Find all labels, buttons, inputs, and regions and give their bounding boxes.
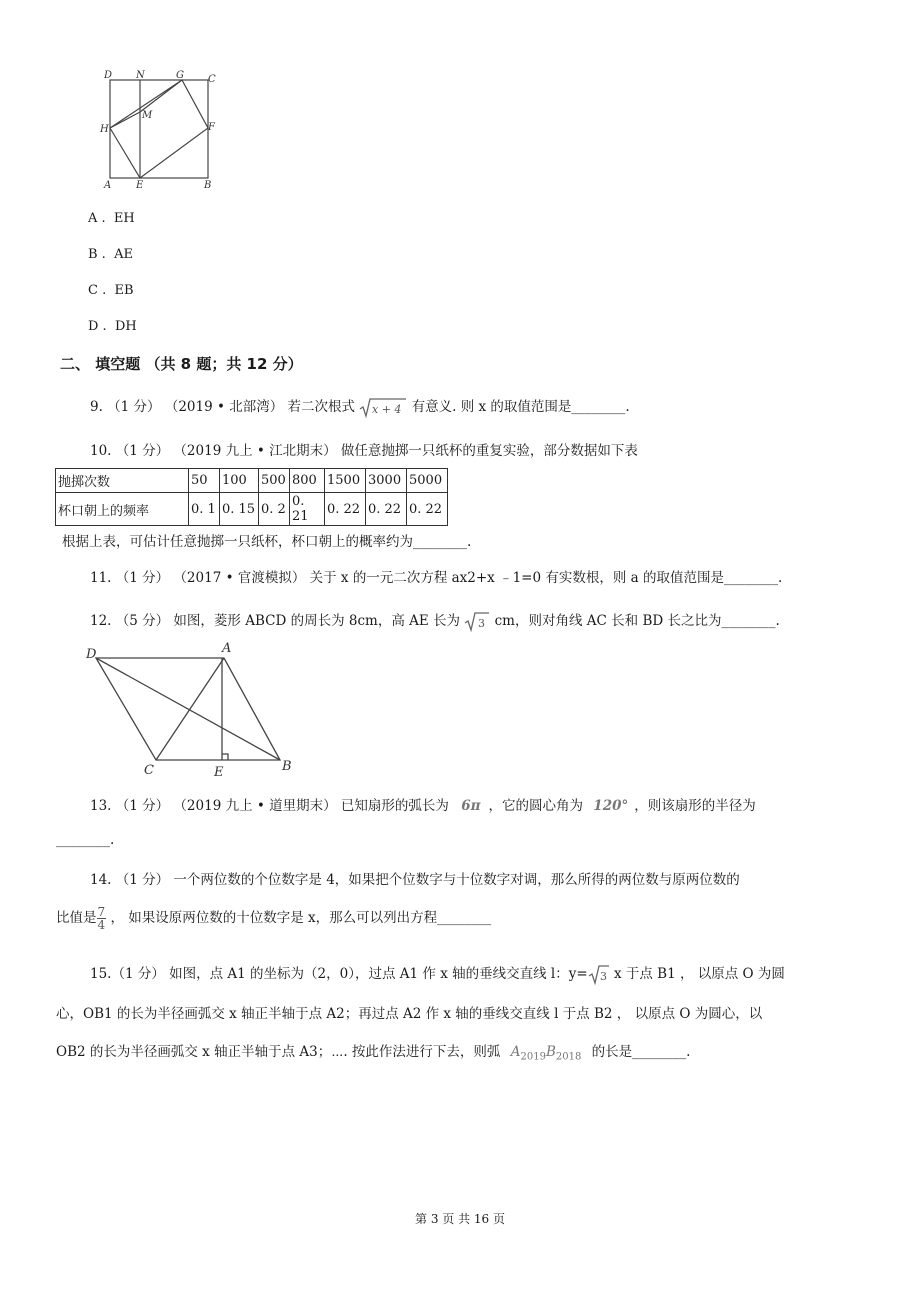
segment-hm <box>110 112 140 128</box>
section-title: 二、 填空题 （共 8 题；共 12 分） <box>60 355 303 373</box>
table-cell: 50 <box>189 469 220 493</box>
label-g: G <box>176 70 184 81</box>
table-cell: 0. 2 <box>259 493 290 526</box>
question-13: 13. （1 分） （2019 九上 • 道里期末） 已知扇形的弧长为 6π ，它的圆心角为 120° ，则该扇形的半径为 <box>90 798 756 814</box>
option-d[interactable]: D . DH <box>88 319 137 334</box>
sqrt-3 <box>588 964 610 986</box>
question-10-prompt: 根据上表，可估计任意抛掷一只纸杯，杯口朝上的概率约为________. <box>62 534 472 550</box>
table-cell: 100 <box>220 469 259 493</box>
option-b[interactable]: B . AE <box>88 247 133 262</box>
label-f: F <box>208 122 215 133</box>
table-cell: 抛掷次数 <box>56 469 189 493</box>
question-11: 11. （1 分） （2017 • 官渡模拟） 关于 x 的一元二次方程 ax2+x ﹣1=0 有实数根，则 a 的取值范围是________. <box>90 570 783 586</box>
table-cell: 500 <box>259 469 290 493</box>
arc-a2019-b2018: $A_{2019}B_{2018}$ <box>510 1044 582 1063</box>
table-row <box>56 493 448 526</box>
page-footer: 第 3 页 共 16 页 <box>415 1212 505 1226</box>
table-cell: 杯口朝上的频率 <box>56 493 189 526</box>
arc-length: 6π <box>461 798 481 814</box>
sqrt-x-plus-4 <box>359 397 407 419</box>
label-e: E <box>136 180 144 190</box>
label-h: H <box>100 124 109 135</box>
square-figure <box>96 66 226 190</box>
fraction-7-4: $\frac{7}{4}$ <box>97 905 106 932</box>
label-b: B <box>282 759 292 774</box>
label-c: C <box>144 763 154 778</box>
label-e: E <box>214 765 224 780</box>
question-10: 10. （1 分） （2019 九上 • 江北期末） 做任意抛掷一只纸杯的重复实验，部分数据如下表 <box>90 443 638 459</box>
svg-text:3: 3 <box>599 969 607 983</box>
segment-mg <box>140 80 182 112</box>
rhombus-figure <box>84 638 304 784</box>
option-a[interactable]: A . EH <box>88 211 135 226</box>
table-cell: 0. 1 <box>189 493 220 526</box>
label-n: N <box>136 70 145 81</box>
svg-text:x + 4: x + 4 <box>372 402 402 416</box>
svg-text:3: 3 <box>478 616 486 630</box>
right-angle-mark <box>222 754 228 760</box>
label-b: B <box>204 180 212 190</box>
table-cell: 1500 <box>325 469 366 493</box>
table-cell: 0. 22 <box>325 493 366 526</box>
question-15-line1: 15.（1 分） 如图，点 A1 的坐标为（2，0），过点 A1 作 x 轴的垂线交直线 l：y= 3 x 于点 B1 ， 以原点 O 为圆 <box>90 962 785 986</box>
table-cell: 0. 22 <box>366 493 407 526</box>
label-a: A <box>104 180 112 190</box>
table-row <box>56 469 448 493</box>
label-d: D <box>86 647 97 662</box>
central-angle: 120° <box>593 798 629 814</box>
table-cell: 0. 21 <box>290 493 325 526</box>
question-9: 9. （1 分） （2019 • 北部湾） 若二次根式 x + 4 有意义. 则 x 的取值范围是________. <box>90 395 630 419</box>
option-c[interactable]: C . EB <box>88 283 134 298</box>
table-cell: 5000 <box>407 469 448 493</box>
label-d: D <box>104 70 113 81</box>
question-15-line3: OB2 的长为半径画弧交 x 轴正半轴于点 A3；⋯. 按此作法进行下去，则弧 $A_{2019}B_{2018}$ 的长是________. <box>56 1044 691 1063</box>
label-a: A <box>222 641 232 656</box>
question-14-line1: 14. （1 分） 一个两位数的个位数字是 4，如果把个位数字与十位数字对调，那么所得的两位数与原两位数的 <box>90 872 740 888</box>
frequency-table <box>55 468 448 526</box>
label-c: C <box>208 74 216 85</box>
diagonal-ac <box>156 658 224 760</box>
question-14-line2: 比值是 $\frac{7}{4}$ ， 如果设原两位数的十位数字是 x，那么可以列出方程________ <box>56 905 492 932</box>
table-cell: 0. 15 <box>220 493 259 526</box>
table-cell: 0. 22 <box>407 493 448 526</box>
table-cell: 800 <box>290 469 325 493</box>
label-m: M <box>142 110 153 121</box>
table-cell: 3000 <box>366 469 407 493</box>
question-12: 12. （5 分） 如图，菱形 ABCD 的周长为 8cm，高 AE 长为 3 cm，则对角线 AC 长和 BD 长之比为________. <box>90 609 780 633</box>
question-15-line2: 心，OB1 的长为半径画弧交 x 轴正半轴于点 A2；再过点 A2 作 x 轴的垂线交直线 l 于点 B2 ， 以原点 O 为圆心，以 <box>56 1006 763 1022</box>
question-13-blank: ________. <box>56 832 115 848</box>
quad-hefg <box>110 80 208 178</box>
sqrt-3 <box>464 611 490 633</box>
